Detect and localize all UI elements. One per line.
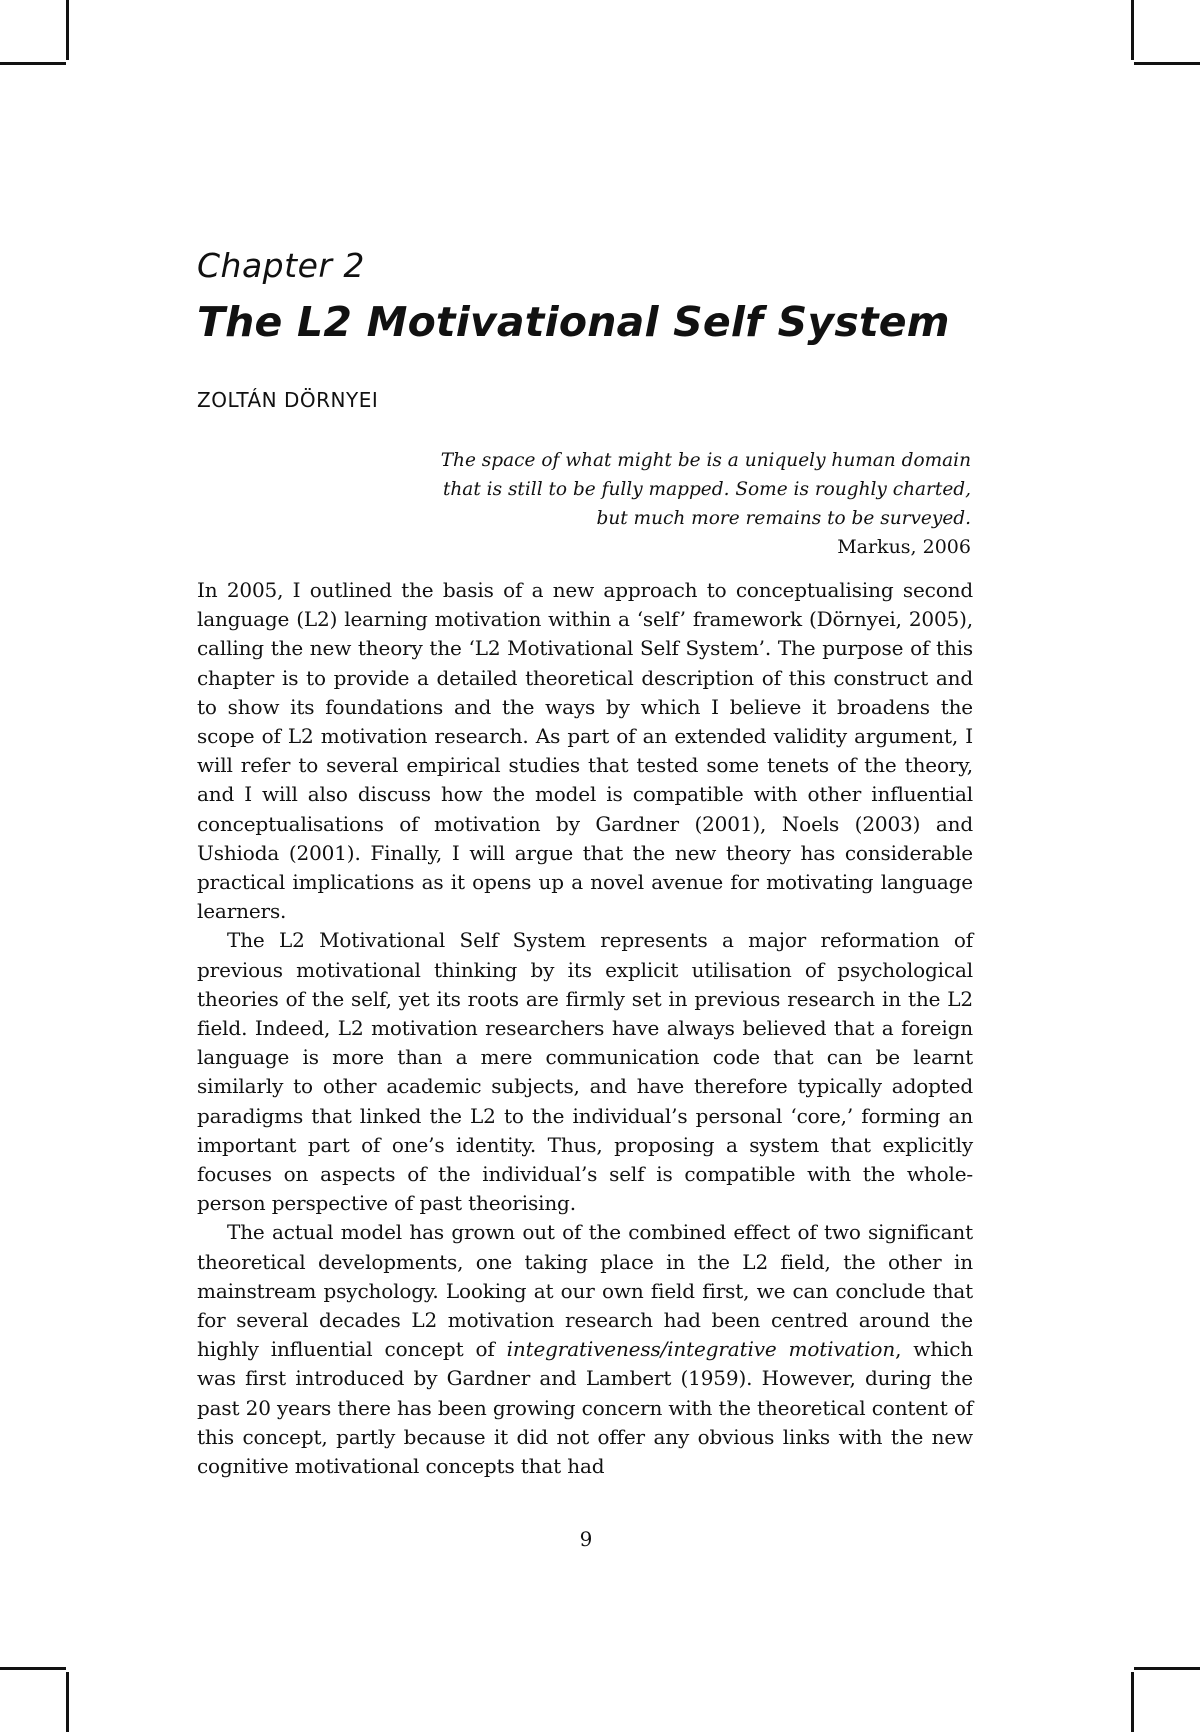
body-paragraph-1: In 2005, I outlined the basis of a new approach to conceptualising second language (L2) learning motivation within a ‘self’ framework (Dörnyei, 2005), calling the new theory the ‘L2 Motivational Self System’. The purpose of this chapter is to provide a detailed theoretical description of this construct and to show its foundations and the ways by which I believe it broadens the scope of L2 motivation research. As part of an extended validity argument, I will refer to several empirical studies that tested some tenets of the theory, and I will also discuss how the model is compatible with other influential conceptualisations of motivation by Gardner (2001), Noels (2003) and Ushioda (2001). Finally, I will argue that the new theory has considerable practical implications as it opens up a novel avenue for motivating language learners.	[197, 578, 973, 924]
chapter-title: The L2 Motivational Self System	[197, 298, 950, 346]
crop-mark-bottom-right-horizontal	[1134, 1667, 1200, 1670]
page-number: 9	[579, 1527, 593, 1551]
chapter-author: ZOLTÁN DÖRNYEI	[197, 388, 379, 412]
crop-mark-top-left-vertical	[66, 0, 69, 60]
epigraph-line: but much more remains to be surveyed.	[596, 508, 971, 529]
epigraph-line: The space of what might be is a uniquely human domain	[440, 450, 971, 471]
crop-mark-bottom-left-horizontal	[0, 1667, 66, 1670]
body-paragraph-3-italic-term: integrativeness/integrative motivation	[506, 1337, 896, 1362]
epigraph-line: that is still to be fully mapped. Some is roughly charted,	[442, 479, 971, 500]
crop-mark-bottom-left-vertical	[66, 1672, 69, 1732]
body-paragraph-3-text-start: The actual model has grown out of the combined effect of two significant theoretical developments, one taking place in the L2 field, the other in mainstream psychology. Looking at our own field first, we can conclude that for several decades L2 motivation research had been centred around the highly influential concept of	[197, 1220, 973, 1362]
crop-mark-top-left-horizontal	[0, 62, 66, 65]
crop-mark-bottom-right-vertical	[1131, 1672, 1134, 1732]
crop-mark-top-right-vertical	[1131, 0, 1134, 60]
epigraph-source: Markus, 2006	[837, 536, 971, 558]
epigraph	[420, 446, 971, 562]
body-paragraph-3	[197, 1218, 973, 1481]
body-paragraph-2: The L2 Motivational Self System represents a major reformation of previous motivational thinking by its explicit utilisation of psychological theories of the self, yet its roots are firmly set in previous research in the L2 field. Indeed, L2 motivation researchers have always believed that a foreign language is more than a mere communication code that can be learnt similarly to other academic subjects, and have therefore typically adopted paradigms that linked the L2 to the individual’s personal ‘core,’ forming an important part of one’s identity. Thus, proposing a system that explicitly focuses on aspects of the individual’s self is compatible with the whole-person perspective of past theorising.	[197, 928, 973, 1216]
crop-mark-top-right-horizontal	[1134, 62, 1200, 65]
body-paragraph-3-text-end: , which was first introduced by Gardner and Lambert (1959). However, during the past 20 years there has been growing concern with the theoretical content of this concept, partly because it did not offer any obvious links with the new cognitive motivational concepts that had	[197, 1337, 973, 1479]
body-text	[197, 576, 973, 1481]
chapter-label: Chapter 2	[197, 246, 365, 285]
